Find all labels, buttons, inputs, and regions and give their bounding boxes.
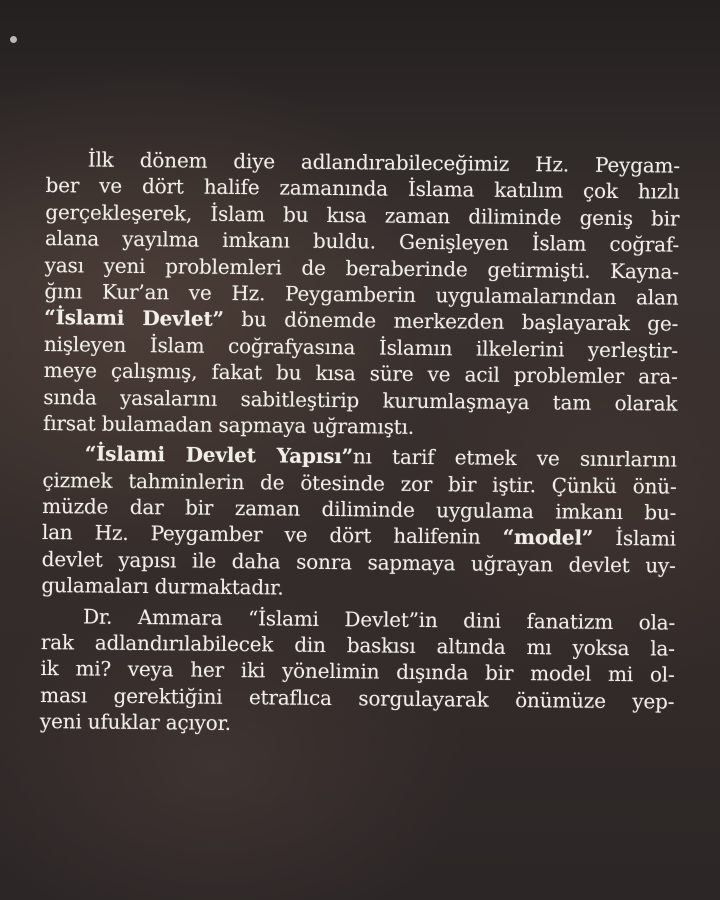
text-run: lan Hz. Peygamber ve dört halifenin [41, 520, 503, 550]
text-run: İlk dönem diye adlandırabileceğimiz Hz. Peygam- [87, 147, 680, 178]
text-run: alana yayılma imkanı buldu. Genişleyen İslam coğraf- [44, 226, 680, 257]
text-run: İslami [592, 526, 677, 552]
text-run: yası yeni problemleri de beraberinde getirmişti. Kayna- [44, 252, 679, 284]
book-page-text [40, 146, 680, 741]
text-run: nı tarif etmek ve sınırlarını [352, 444, 677, 472]
dust-speck [10, 36, 17, 43]
text-run: rak adlandırılabilecek din baskısı altında mı yoksa la- [40, 630, 675, 661]
text-run: gerçekleşerek, İslam bu kısa zaman diliminde geniş bir [45, 199, 680, 231]
text-run: nişleyen İslam coğrafyasına İslamın ilkelerini yerleştir- [43, 331, 679, 363]
text-run: ğını Kur’an ve Hz. Peygamberin uygulamalarından alan [44, 278, 679, 310]
text-run: yeni ufuklar açıyor. [39, 709, 231, 736]
bold-phrase: “model” [502, 525, 594, 551]
text-run: müzde dar bir zaman diliminde uygulama imkanı bu- [42, 494, 677, 525]
paragraph [41, 440, 677, 605]
text-run: devlet yapısı ile daha sonra sapmaya uğrayan devlet uy- [41, 546, 676, 578]
text-run: çizmek tahminlerin de ötesinde zor bir iştir. Çünkü önü- [42, 467, 677, 499]
bold-phrase: “İslami Devlet” [44, 305, 224, 332]
text-run: gulamaları durmaktadır. [41, 573, 284, 600]
paragraph [43, 146, 680, 443]
text-run: fırsat bulamadan sapmaya uğramıştı. [42, 410, 415, 439]
text-run: sında yasalarını sabitleştirip kurumlaşmaya tam olarak [43, 384, 678, 416]
text-run: ması gerektiğini etraflıca sorgulayarak önümüze yep- [40, 682, 675, 714]
text-run: Dr. Ammara “İslami Devlet”in dini fanatizm ola- [82, 604, 676, 635]
text-run: meye çalışmış, fakat bu kısa süre ve acil problemler ara- [43, 358, 678, 389]
text-run: ber ve dört halife zamanında İslama katılım çok hızlı [45, 173, 680, 205]
bold-phrase: “İslami Devlet Yapısı” [84, 441, 354, 469]
text-run: ik mi? veya her iki yönelimin dışında bir model mi ol- [40, 656, 675, 688]
paragraph [40, 603, 675, 742]
text-run: bu dönemde merkezden başlayarak ge- [223, 307, 679, 336]
